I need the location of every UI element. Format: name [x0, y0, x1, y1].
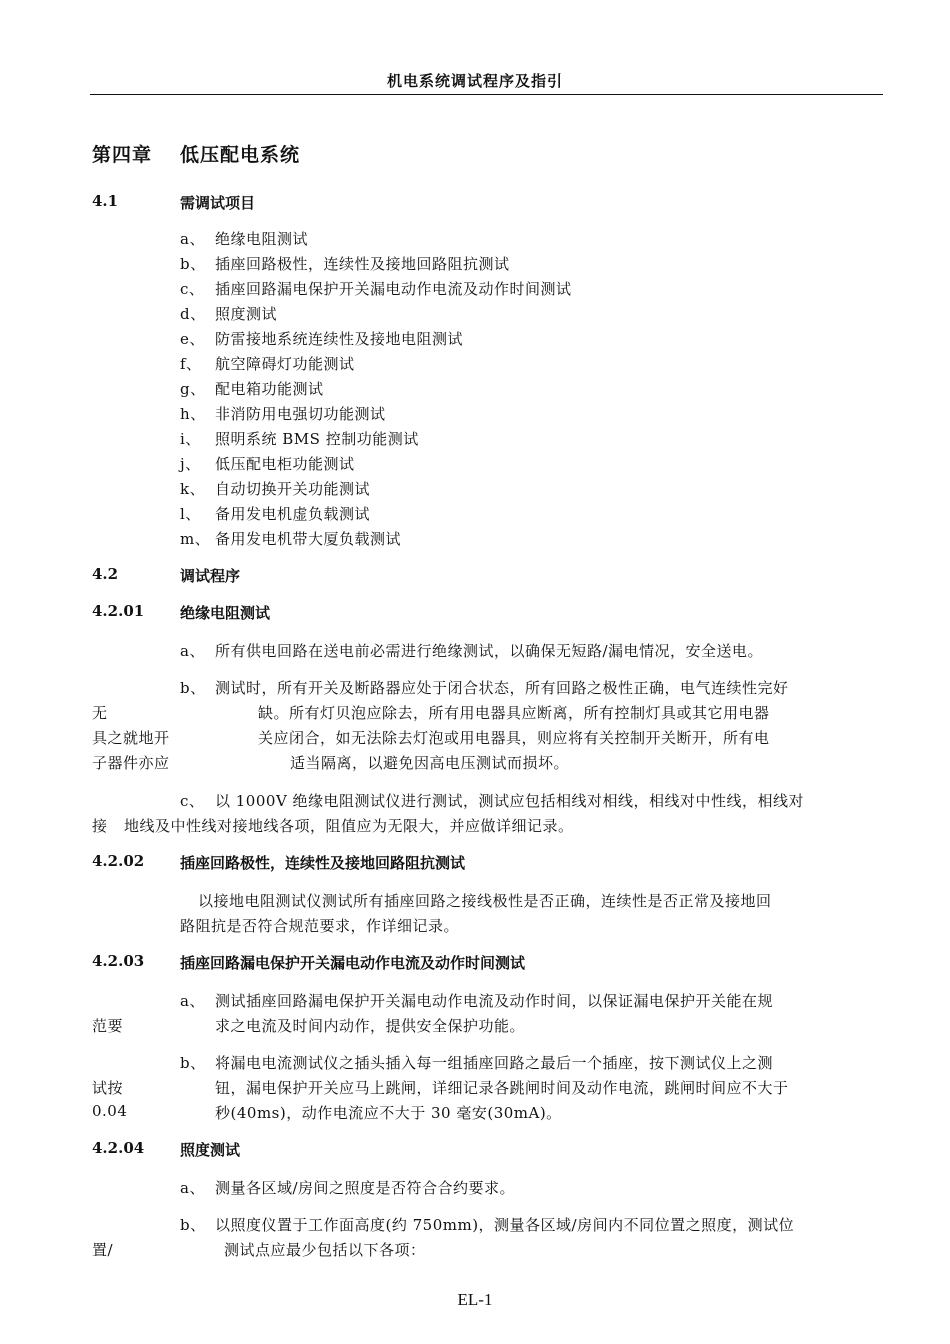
- list-item-text: 备用发电机带大厦负载测试: [215, 530, 402, 548]
- list-item-marker: h、: [180, 405, 206, 423]
- section-4-2-04-title: 照度测试: [180, 1141, 241, 1159]
- list-item-marker: e、: [180, 330, 205, 348]
- paragraph-text: 置/: [92, 1241, 114, 1259]
- list-item-marker: m、: [180, 530, 211, 548]
- list-item-text: 插座回路漏电保护开关漏电动作电流及动作时间测试: [215, 280, 572, 298]
- paragraph-text: 测量各区域/房间之照度是否符合合约要求。: [215, 1179, 516, 1197]
- item-marker: a、: [180, 1179, 205, 1197]
- paragraph-text: 接: [92, 817, 108, 835]
- section-4-2-01-title: 绝缘电阻测试: [180, 604, 271, 622]
- paragraph-text: 以照度仪置于工作面高度(约 750mm)，测量各区域/房间内不同位置之照度，测试位: [215, 1216, 795, 1234]
- list-item-text: 航空障碍灯功能测试: [215, 355, 355, 373]
- paragraph-text: 测试时，所有开关及断路器应处于闭合状态，所有回路之极性正确，电气连续性完好: [215, 679, 789, 697]
- section-4-2-02-number: 4.2.02: [92, 852, 145, 870]
- paragraph-text: 适当隔离，以避免因高电压测试而损坏。: [290, 754, 570, 772]
- paragraph-text: 求之电流及时间内动作，提供安全保护功能。: [215, 1017, 526, 1035]
- chapter-number: 第四章: [92, 144, 153, 166]
- section-4-2-title: 调试程序: [180, 567, 241, 585]
- list-item-text: 自动切换开关功能测试: [215, 480, 371, 498]
- paragraph-text: 测试点应最少包括以下各项：: [224, 1241, 426, 1259]
- section-4-1-title: 需调试项目: [180, 194, 256, 212]
- list-item-text: 插座回路极性，连续性及接地回路阻抗测试: [215, 255, 510, 273]
- paragraph-text: 以 1000V 绝缘电阻测试仪进行测试，测试应包括相线对相线，相线对中性线，相线对: [215, 792, 805, 810]
- section-4-2-04-number: 4.2.04: [92, 1139, 145, 1157]
- item-marker: a、: [180, 992, 205, 1010]
- paragraph-text: 无: [92, 704, 108, 722]
- paragraph-text: 地线及中性线对接地线各项，阻值应为无限大，并应做详细记录。: [124, 817, 574, 835]
- list-item-marker: c、: [180, 280, 205, 298]
- header-divider: [90, 94, 883, 95]
- section-4-2-03-number: 4.2.03: [92, 952, 145, 970]
- section-4-2-number: 4.2: [92, 565, 119, 583]
- paragraph-text: 测试插座回路漏电保护开关漏电动作电流及动作时间，以保证漏电保护开关能在规: [215, 992, 774, 1010]
- paragraph-text: 关应闭合，如无法除去灯泡或用电器具，则应将有关控制开关断开，所有电: [258, 729, 770, 747]
- item-marker: b、: [180, 1054, 206, 1072]
- paragraph-text: 0.04: [92, 1102, 128, 1120]
- paragraph-text: 具之就地开: [92, 729, 170, 747]
- paragraph-text: 将漏电电流测试仪之插头插入每一组插座回路之最后一个插座，按下测试仪上之测: [215, 1054, 774, 1072]
- item-marker: b、: [180, 1216, 206, 1234]
- list-item-marker: g、: [180, 380, 206, 398]
- section-4-2-03-title: 插座回路漏电保护开关漏电动作电流及动作时间测试: [180, 954, 526, 972]
- list-item-text: 非消防用电强切功能测试: [215, 405, 386, 423]
- paragraph-text: 试按: [92, 1079, 124, 1097]
- list-item-text: 照度测试: [215, 305, 278, 323]
- item-marker: c、: [180, 792, 205, 810]
- chapter-title: 低压配电系统: [180, 144, 301, 166]
- page-number: EL-1: [457, 1290, 493, 1309]
- paragraph-text: 范要: [92, 1017, 124, 1035]
- list-item-marker: l、: [180, 505, 201, 523]
- paragraph-text: 缺。所有灯贝泡应除去，所有用电器具应断离，所有控制灯具或其它用电器: [258, 704, 770, 722]
- section-4-1-number: 4.1: [92, 192, 119, 210]
- item-marker: b、: [180, 679, 206, 697]
- paragraph-text: 子器件亦应: [92, 754, 170, 772]
- section-4-2-02-title: 插座回路极性，连续性及接地回路阻抗测试: [180, 854, 466, 872]
- list-item-text: 防雷接地系统连续性及接地电阻测试: [215, 330, 464, 348]
- section-4-2-01-number: 4.2.01: [92, 602, 145, 620]
- paragraph-text: 秒(40ms)，动作电流应不大于 30 毫安(30mA)。: [215, 1104, 562, 1122]
- list-item-marker: b、: [180, 255, 206, 273]
- list-item-text: 备用发电机虚负载测试: [215, 505, 371, 523]
- page-header-title: 机电系统调试程序及指引: [386, 72, 563, 90]
- list-item-text: 配电箱功能测试: [215, 380, 324, 398]
- paragraph-text: 所有供电回路在送电前必需进行绝缘测试，以确保无短路/漏电情况，安全送电。: [215, 642, 764, 660]
- list-item-text: 绝缘电阻测试: [215, 230, 309, 248]
- paragraph-text: 钮，漏电保护开关应马上跳闸，详细记录各跳闸时间及动作电流，跳闸时间应不大于: [215, 1079, 789, 1097]
- list-item-marker: a、: [180, 230, 205, 248]
- list-item-text: 低压配电柜功能测试: [215, 455, 355, 473]
- item-marker: a、: [180, 642, 205, 660]
- list-item-text: 照明系统 BMS 控制功能测试: [215, 430, 419, 448]
- list-item-marker: d、: [180, 305, 206, 323]
- list-item-marker: i、: [180, 430, 201, 448]
- paragraph-text: 路阻抗是否符合规范要求，作详细记录。: [180, 917, 460, 935]
- paragraph-text: 以接地电阻测试仪测试所有插座回路之接线极性是否正确，连续性是否正常及接地回: [198, 892, 772, 910]
- list-item-marker: k、: [180, 480, 206, 498]
- list-item-marker: f、: [180, 355, 202, 373]
- list-item-marker: j、: [180, 455, 201, 473]
